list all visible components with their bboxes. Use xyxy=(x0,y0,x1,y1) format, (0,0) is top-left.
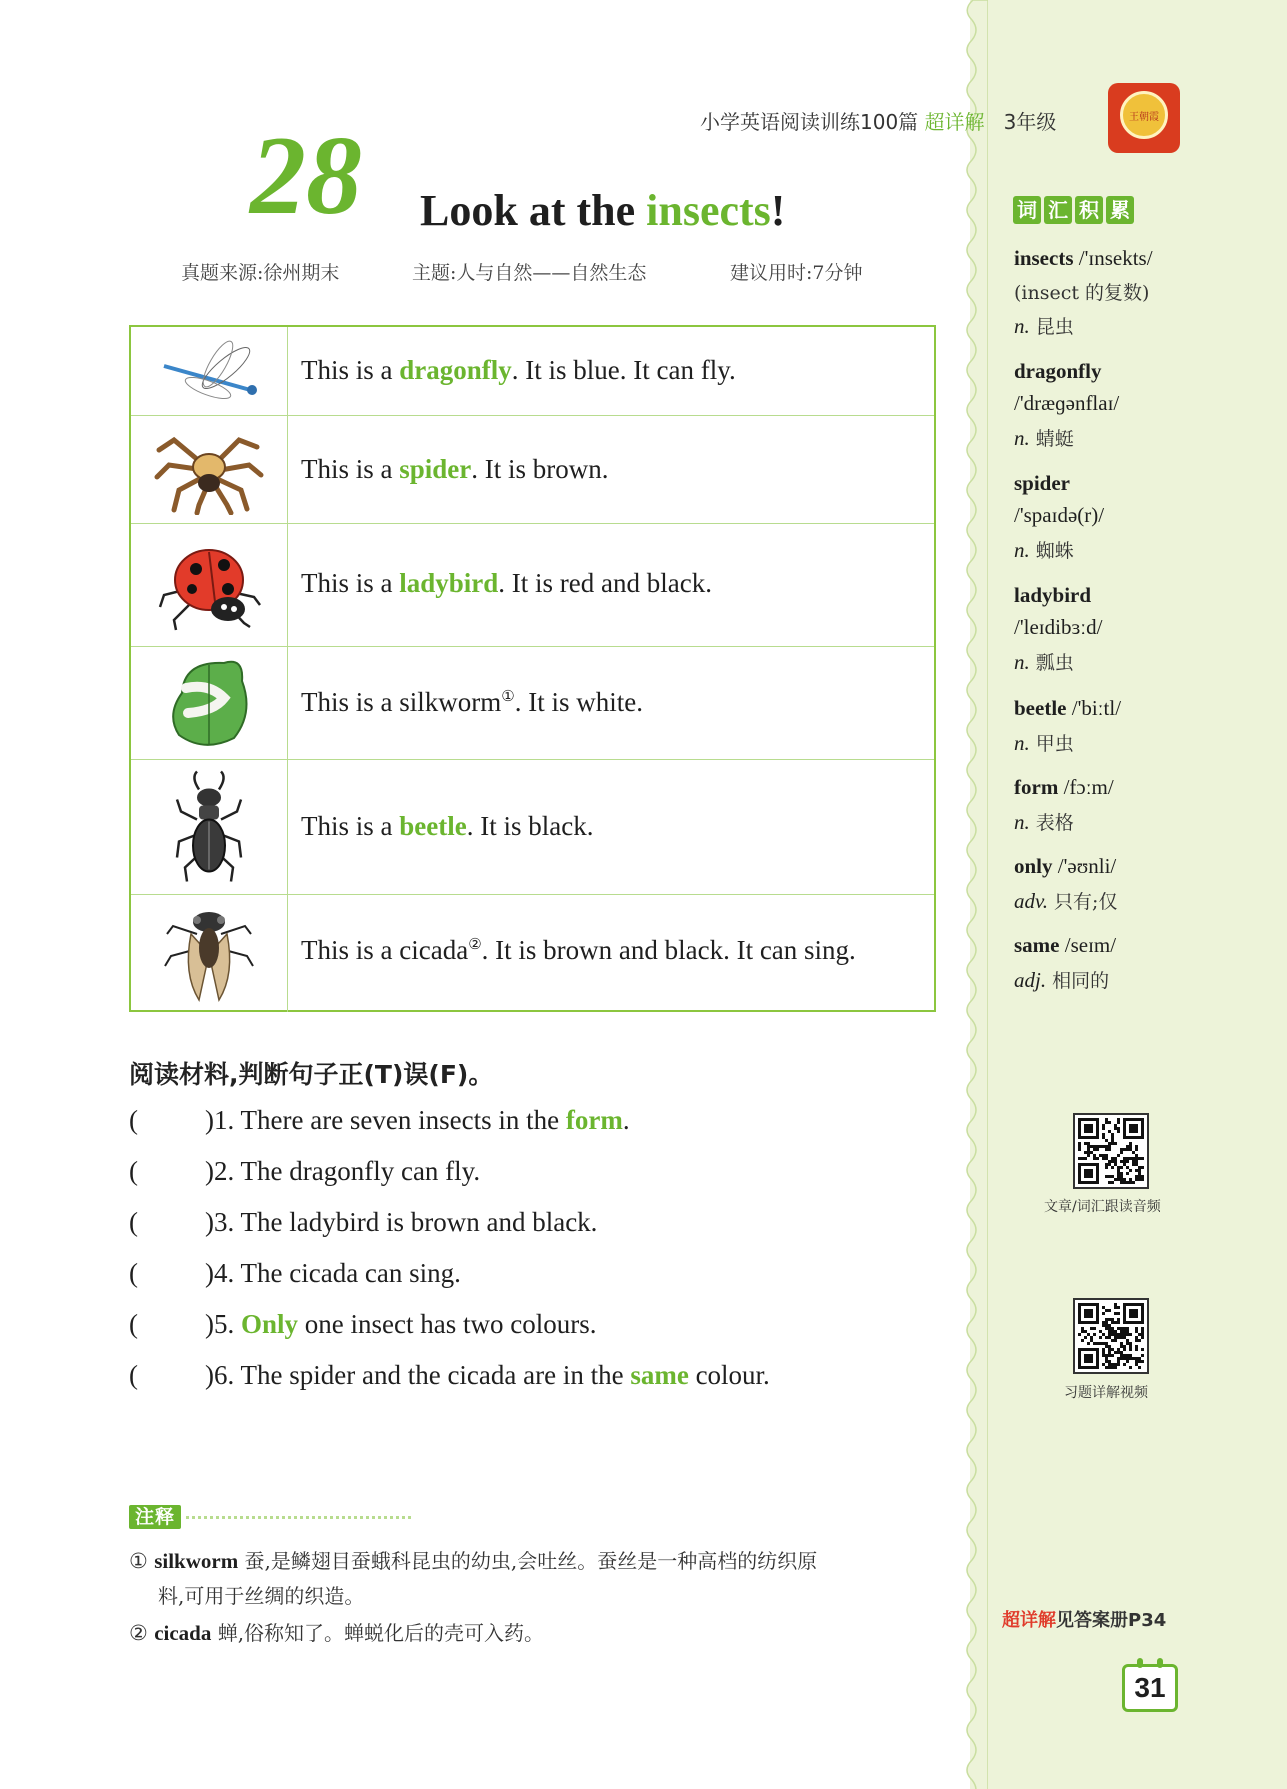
spider-icon xyxy=(149,425,269,515)
video-qr-code[interactable] xyxy=(1073,1298,1149,1374)
page-number: 31 xyxy=(1122,1664,1178,1712)
beetle-icon xyxy=(169,770,249,885)
sentence-text: This is a spider. It is brown. xyxy=(301,454,609,484)
note-item-continued: 料,可用于丝绸的织造。 xyxy=(158,1584,365,1608)
table-row xyxy=(131,647,934,760)
notes-divider xyxy=(186,1516,411,1519)
insect-table xyxy=(129,325,936,1012)
audio-qr-caption: 文章/词汇跟读音频 xyxy=(1044,1199,1161,1215)
vocab-word: insects /'ɪnsekts/ xyxy=(1014,246,1153,270)
vocab-word: only /'əʊnli/ xyxy=(1014,854,1117,878)
vocab-heading: 词 汇 积 累 xyxy=(1013,196,1137,224)
source-info: 真题来源:徐州期末 xyxy=(181,262,340,284)
silkworm-icon xyxy=(164,653,254,753)
vocab-meaning: n. 表格 xyxy=(1014,810,1074,834)
sentence-text: This is a silkworm①. It is white. xyxy=(301,687,643,717)
sentence-text: This is a ladybird. It is red and black. xyxy=(301,568,712,598)
publisher-logo: 王朝霞 xyxy=(1108,83,1180,153)
vocab-word: form /fɔːm/ xyxy=(1014,775,1114,799)
vocab-meaning: n. 昆虫 xyxy=(1014,314,1074,338)
cicada-icon xyxy=(159,904,259,1004)
note-item: ① silkworm 蚕,是鳞翅目蚕蛾科昆虫的幼虫,会吐丝。蚕丝是一种高档的纺织原 xyxy=(129,1549,818,1573)
vocab-phonetic: /'leɪdibɜːd/ xyxy=(1014,615,1103,639)
video-qr-caption: 习题详解视频 xyxy=(1064,1385,1148,1401)
wavy-edge xyxy=(958,0,988,1789)
table-row xyxy=(131,895,934,1012)
table-row xyxy=(131,416,934,524)
book-series-title: 小学英语阅读训练100篇 超详解 3年级 xyxy=(700,110,1057,134)
vocab-word: spider xyxy=(1014,471,1071,495)
vocab-meaning: n. 瓢虫 xyxy=(1014,650,1074,674)
vocab-meaning: n. 甲虫 xyxy=(1014,731,1074,755)
table-row xyxy=(131,760,934,895)
time-info: 建议用时:7分钟 xyxy=(730,262,863,284)
dragonfly-icon xyxy=(154,336,264,406)
lesson-title: Look at the insects! xyxy=(420,186,786,235)
topic-info: 主题:人与自然——自然生态 xyxy=(412,262,647,284)
sentence-text: This is a beetle. It is black. xyxy=(301,811,594,841)
question-item[interactable]: ( )4. The cicada can sing. xyxy=(129,1258,461,1288)
sentence-text: This is a dragonfly. It is blue. It can fly. xyxy=(301,355,736,385)
answer-reference: 超详解见答案册P34 xyxy=(1002,1610,1167,1631)
question-item[interactable]: ( )1. There are seven insects in the form. xyxy=(129,1105,630,1135)
table-row xyxy=(131,327,934,416)
vocab-word: ladybird xyxy=(1014,583,1092,607)
vocab-meaning: adj. 相同的 xyxy=(1014,968,1110,992)
question-item[interactable]: ( )5. Only one insect has two colours. xyxy=(129,1309,597,1339)
vocab-word: beetle /'biːtl/ xyxy=(1014,696,1122,720)
vocab-word: same /seɪm/ xyxy=(1014,933,1117,957)
vocab-phonetic: /'dræɡənflaɪ/ xyxy=(1014,391,1120,415)
vocab-phonetic: /'spaɪdə(r)/ xyxy=(1014,503,1105,527)
ladybird-icon xyxy=(154,535,264,635)
question-item[interactable]: ( )6. The spider and the cicada are in the same colour. xyxy=(129,1360,770,1390)
grade-label: 3年级 xyxy=(1003,110,1057,134)
series-accent: 超详解 xyxy=(924,110,985,134)
lesson-number: 28 xyxy=(250,114,362,238)
exercise-instruction: 阅读材料,判断句子正(T)误(F)。 xyxy=(129,1060,494,1089)
sentence-text: This is a cicada②. It is brown and black. It can sing. xyxy=(301,935,856,965)
vocab-meaning: adv. 只有;仅 xyxy=(1014,889,1118,913)
audio-qr-code[interactable] xyxy=(1073,1113,1149,1189)
question-item[interactable]: ( )3. The ladybird is brown and black. xyxy=(129,1207,598,1237)
question-item[interactable]: ( )2. The dragonfly can fly. xyxy=(129,1156,481,1186)
table-row xyxy=(131,524,934,647)
notes-tag: 注释 xyxy=(129,1505,181,1529)
vocab-meaning: n. 蜻蜓 xyxy=(1014,426,1074,450)
vocab-note: (insect 的复数) xyxy=(1014,282,1150,304)
vocab-word: dragonfly xyxy=(1014,359,1102,383)
note-item: ② cicada 蝉,俗称知了。蝉蜕化后的壳可入药。 xyxy=(129,1621,545,1645)
vocab-meaning: n. 蜘蛛 xyxy=(1014,538,1074,562)
